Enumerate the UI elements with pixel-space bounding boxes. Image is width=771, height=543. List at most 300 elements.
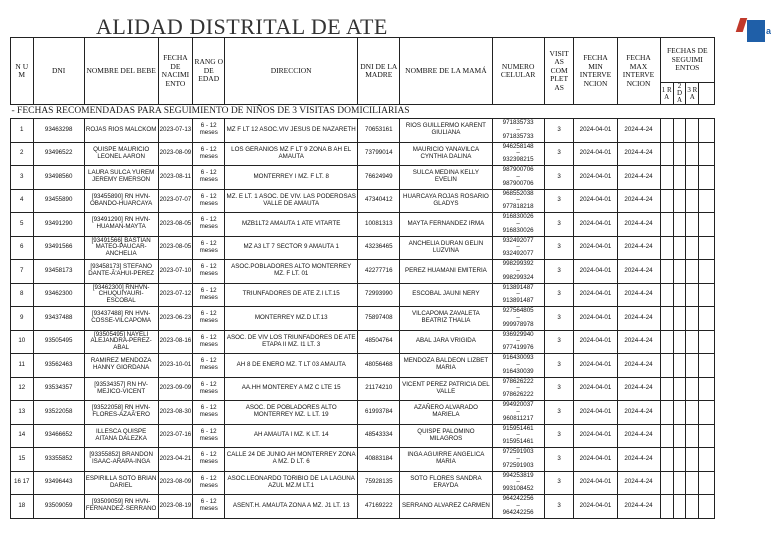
cell-celular-1: 978626222: [502, 377, 534, 385]
cell-nombre-bebe: [93458173] STEFANO DANTE-Ã'AHUI-PEREZ: [84, 260, 158, 284]
cell-rango-edad: 6 - 12 meses: [193, 166, 225, 190]
table-row: [11, 401, 715, 425]
cell-seguimiento: [660, 424, 673, 448]
cell-fecha-max: 2024-4-24: [617, 189, 660, 213]
cell-dni-madre: 48056468: [358, 354, 400, 378]
cell-seguimiento: [686, 236, 699, 260]
cell-nombre-madre: VILCAPOMA ZAVALETA BEATRIZ THALIA: [400, 307, 492, 331]
header-seg-extra: [699, 83, 715, 105]
header-rango-edad: RANG O DE EDAD: [193, 38, 225, 105]
cell-celular-1: 927564805: [502, 307, 534, 315]
cell-nombre-bebe: [93491290] RN HVN-HUAMAN-MAYTA: [84, 213, 158, 237]
celular-separator: –: [516, 196, 520, 204]
celular-separator: –: [516, 149, 520, 157]
cell-celular: [492, 189, 544, 213]
cell-seguimiento: [699, 424, 715, 448]
table-row: [11, 119, 715, 143]
cell-rango-edad: 6 - 12 meses: [193, 377, 225, 401]
table-row: [11, 260, 715, 284]
celular-separator: –: [516, 313, 520, 321]
cell-nombre-bebe: [93455890] RN HVN-OBANDO-HUARCAYA: [84, 189, 158, 213]
cell-seguimiento: [699, 189, 715, 213]
cell-fecha-min: 2024-04-01: [574, 119, 617, 143]
cell-celular-2: 993108452: [502, 485, 534, 493]
cell-dni-madre: 47340412: [358, 189, 400, 213]
cell-celular-1: 913891487: [502, 283, 534, 291]
cell-celular-2: 977818218: [502, 203, 534, 211]
cell-seguimiento: [673, 330, 685, 354]
cell-rango-edad: 6 - 12 meses: [193, 307, 225, 331]
cell-nombre-madre: SULCA MEDINA KELLY EVELIN: [400, 166, 492, 190]
cell-seguimiento: [673, 236, 685, 260]
cell-celular: [492, 119, 544, 143]
cell-fecha-nacimiento: 2023-09-09: [158, 377, 193, 401]
table-row: [11, 471, 715, 495]
cell-direccion: CALLE 24 DE JUNIO AH MONTERREY ZONA A MZ. D LT. 6: [225, 448, 358, 472]
cell-nombre-bebe: RAMIREZ MENDOZA HANNY GIORDANA: [84, 354, 158, 378]
cell-direccion: MZB1LT2 AMAUTA 1 ATE VITARTE: [225, 213, 358, 237]
cell-seguimiento: [673, 213, 685, 237]
cell-dni: 93496522: [33, 142, 84, 166]
cell-num: 2: [11, 142, 34, 166]
cell-fecha-min: 2024-04-01: [574, 354, 617, 378]
cell-rango-edad: 6 - 12 meses: [193, 119, 225, 143]
cell-seguimiento: [699, 471, 715, 495]
cell-dni: 93355852: [33, 448, 84, 472]
cell-direccion: ASENT.H. AMAUTA ZONA A MZ. J1 LT. 13: [225, 495, 358, 519]
cell-seguimiento: [673, 142, 685, 166]
celular-separator: –: [516, 172, 520, 180]
cell-dni-madre: 40883184: [358, 448, 400, 472]
header-nombre-madre: NOMBRE DE LA MAMÁ: [400, 38, 492, 105]
cell-fecha-max: 2024-4-24: [617, 307, 660, 331]
header-celular: NUMERO CELULAR: [492, 38, 544, 105]
cell-seguimiento: [699, 166, 715, 190]
cell-rango-edad: 6 - 12 meses: [193, 448, 225, 472]
table-row: [11, 424, 715, 448]
cell-celular: [492, 307, 544, 331]
header-dni-madre: DNI DE LA MADRE: [358, 38, 400, 105]
cell-seguimiento: [673, 189, 685, 213]
cell-seguimiento: [686, 424, 699, 448]
cell-fecha-min: 2024-04-01: [574, 213, 617, 237]
cell-dni-madre: 75928135: [358, 471, 400, 495]
cell-celular: [492, 330, 544, 354]
cell-seguimiento: [673, 283, 685, 307]
cell-dni-madre: 75897408: [358, 307, 400, 331]
cell-nombre-bebe: QUISPE MAURICIO LEONEL AARON: [84, 142, 158, 166]
cell-nombre-bebe: [93505495] NAYELI ALEJANDRA-PEREZ-ABAL: [84, 330, 158, 354]
cell-dni-madre: 73799014: [358, 142, 400, 166]
cell-celular-2: 932492077: [502, 250, 534, 258]
cell-nombre-madre: AZAÑERO ALVARADO MARIELA: [400, 401, 492, 425]
cell-fecha-max: 2024-4-24: [617, 260, 660, 284]
cell-nombre-madre: MAYTA FERNANDEZ IRMA: [400, 213, 492, 237]
cell-dni: 93562463: [33, 354, 84, 378]
celular-separator: –: [516, 431, 520, 439]
cell-direccion: MZ. E LT. 1 ASOC. DE VIV. LAS PODEROSAS VALLE DE AMAUTA: [225, 189, 358, 213]
cell-seguimiento: [699, 330, 715, 354]
cell-direccion: MZ A3 LT 7 SECTOR 9 AMAUTA 1: [225, 236, 358, 260]
cell-dni: 93462300: [33, 283, 84, 307]
cell-seguimiento: [699, 354, 715, 378]
cell-seguimiento: [673, 307, 685, 331]
cell-visitas: 3: [544, 283, 574, 307]
table-row: [11, 377, 715, 401]
cell-celular-2: 998299324: [502, 273, 534, 281]
header-seg-2: 2 D A: [673, 83, 685, 105]
cell-fecha-min: 2024-04-01: [574, 236, 617, 260]
cell-nombre-bebe: [93437488] RN HVN-COSSE-VILCAPOMA: [84, 307, 158, 331]
cell-rango-edad: 6 - 12 meses: [193, 189, 225, 213]
cell-rango-edad: 6 - 12 meses: [193, 213, 225, 237]
cell-fecha-max: 2024-4-24: [617, 401, 660, 425]
cell-num: 10: [11, 330, 34, 354]
cell-nombre-bebe: [93534357] RN HV-MEJICO-VICENT: [84, 377, 158, 401]
cell-seguimiento: [660, 495, 673, 519]
cell-dni-madre: 61993784: [358, 401, 400, 425]
cell-seguimiento: [673, 448, 685, 472]
cell-fecha-nacimiento: 2023-10-01: [158, 354, 193, 378]
table-row: [11, 189, 715, 213]
cell-dni-madre: 43236465: [358, 236, 400, 260]
cell-fecha-max: 2024-4-24: [617, 424, 660, 448]
cell-nombre-madre: RIOS GUILLERMO KARENT GIULIANA: [400, 119, 492, 143]
celular-separator: –: [516, 454, 520, 462]
celular-separator: –: [516, 266, 520, 274]
header-seg-3: 3 R A: [686, 83, 699, 105]
cell-rango-edad: 6 - 12 meses: [193, 424, 225, 448]
cell-direccion: MZ F LT 12 ASOC.VIV JESUS DE NAZARETH: [225, 119, 358, 143]
cell-seguimiento: [699, 260, 715, 284]
header-fecha-nacimiento: FECHA DE NACIMI ENTO: [158, 38, 193, 105]
cell-nombre-bebe: [93355852] BRANDON ISAAC-ARAPA-INGA: [84, 448, 158, 472]
cell-visitas: 3: [544, 307, 574, 331]
cell-fecha-min: 2024-04-01: [574, 142, 617, 166]
cell-direccion: MONTERREY I MZ. F LT. 8: [225, 166, 358, 190]
cell-nombre-bebe: [93522058] RN HVN-FLORES-AZAÃ'ERO: [84, 401, 158, 425]
page-title: ALIDAD DISTRITAL DE ATE: [96, 14, 388, 39]
cell-dni: 93491566: [33, 236, 84, 260]
cell-num: 12: [11, 377, 34, 401]
header-seguimiento: FECHAS DE SEGUIMI ENTOS: [660, 38, 714, 83]
cell-fecha-max: 2024-4-24: [617, 495, 660, 519]
cell-celular-2: 913891487: [502, 297, 534, 305]
cell-nombre-bebe: LAURA SULCA YUREM JEREMY EMERSON: [84, 166, 158, 190]
cell-celular: [492, 471, 544, 495]
cell-seguimiento: [686, 448, 699, 472]
cell-nombre-bebe: [93491566] BASTIAN MATEO-PAUCAR-ANCHELIA: [84, 236, 158, 260]
cell-fecha-nacimiento: 2023-08-30: [158, 401, 193, 425]
cell-num: 6: [11, 236, 34, 260]
cell-num: 7: [11, 260, 34, 284]
table-row: [11, 307, 715, 331]
cell-fecha-max: 2024-4-24: [617, 471, 660, 495]
cell-seguimiento: [686, 189, 699, 213]
cell-nombre-bebe: ROJAS RIOS MALCKOM: [84, 119, 158, 143]
cell-rango-edad: 6 - 12 meses: [193, 260, 225, 284]
header-dni: DNI: [33, 38, 84, 105]
cell-fecha-max: 2024-4-24: [617, 377, 660, 401]
cell-fecha-max: 2024-4-24: [617, 330, 660, 354]
cell-dni: 93534357: [33, 377, 84, 401]
cell-seguimiento: [699, 283, 715, 307]
cell-dni-madre: 21174210: [358, 377, 400, 401]
cell-num: 16 17: [11, 471, 34, 495]
cell-celular: [492, 448, 544, 472]
cell-seguimiento: [699, 213, 715, 237]
cell-seguimiento: [660, 166, 673, 190]
cell-direccion: LOS GERANIOS MZ F LT 9 ZONA B AH EL AMAUTA: [225, 142, 358, 166]
cell-num: 8: [11, 283, 34, 307]
header-visitas: VISIT AS COM PLET AS: [544, 38, 574, 105]
cell-seguimiento: [686, 401, 699, 425]
cell-dni-madre: 10081313: [358, 213, 400, 237]
cell-visitas: 3: [544, 166, 574, 190]
cell-seguimiento: [699, 401, 715, 425]
celular-separator: –: [516, 243, 520, 251]
cell-seguimiento: [673, 260, 685, 284]
cell-dni: 93498560: [33, 166, 84, 190]
cell-num: 5: [11, 213, 34, 237]
table-row: [11, 142, 715, 166]
cell-dni: 93496443: [33, 471, 84, 495]
cell-celular-2: 987900706: [502, 179, 534, 187]
table-row: [11, 354, 715, 378]
cell-seguimiento: [699, 377, 715, 401]
cell-seguimiento: [699, 236, 715, 260]
cell-nombre-madre: ABAL JARA VRIGIDA: [400, 330, 492, 354]
cell-seguimiento: [686, 142, 699, 166]
cell-celular-2: 916430039: [502, 367, 534, 375]
cell-seguimiento: [660, 213, 673, 237]
cell-seguimiento: [660, 471, 673, 495]
cell-nombre-bebe: [93509059] RN HVN-FERNANDEZ-SERRANO: [84, 495, 158, 519]
cell-celular-2: 999978978: [502, 320, 534, 328]
cell-seguimiento: [673, 119, 685, 143]
cell-dni-madre: 48543334: [358, 424, 400, 448]
cell-seguimiento: [660, 119, 673, 143]
cell-fecha-max: 2024-4-24: [617, 448, 660, 472]
cell-seguimiento: [660, 330, 673, 354]
cell-seguimiento: [699, 119, 715, 143]
cell-fecha-min: 2024-04-01: [574, 166, 617, 190]
cell-fecha-min: 2024-04-01: [574, 283, 617, 307]
cell-dni-madre: 72993990: [358, 283, 400, 307]
cell-visitas: 3: [544, 330, 574, 354]
cell-celular-1: 915951461: [502, 424, 534, 432]
cell-celular-2: 977419976: [502, 344, 534, 352]
cell-direccion: AH 8 DE ENERO MZ. T LT 03 AMAUTA: [225, 354, 358, 378]
cell-celular-1: 916430093: [502, 354, 534, 362]
cell-num: 13: [11, 401, 34, 425]
cell-direccion: ASOC.POBLADORES ALTO MONTERREY MZ. F LT. 01: [225, 260, 358, 284]
cell-celular-2: 964242256: [502, 508, 534, 516]
table-row: [11, 495, 715, 519]
cell-celular-1: 972591903: [502, 448, 534, 456]
cell-seguimiento: [686, 307, 699, 331]
cell-seguimiento: [699, 448, 715, 472]
cell-nombre-madre: ESCOBAL JAUNI NERY: [400, 283, 492, 307]
cell-fecha-min: 2024-04-01: [574, 330, 617, 354]
cell-dni: 93463298: [33, 119, 84, 143]
cell-celular-1: 968552038: [502, 189, 534, 197]
logo-letter: a: [766, 26, 771, 36]
cell-dni: 93509059: [33, 495, 84, 519]
celular-separator: –: [516, 290, 520, 298]
cell-celular-2: 971835733: [502, 132, 534, 140]
cell-celular: [492, 354, 544, 378]
cell-num: 3: [11, 166, 34, 190]
cell-seguimiento: [686, 119, 699, 143]
cell-fecha-nacimiento: 2023-07-12: [158, 283, 193, 307]
cell-seguimiento: [673, 377, 685, 401]
cell-rango-edad: 6 - 12 meses: [193, 354, 225, 378]
cell-seguimiento: [660, 377, 673, 401]
celular-separator: –: [516, 360, 520, 368]
cell-visitas: 3: [544, 213, 574, 237]
cell-visitas: 3: [544, 236, 574, 260]
cell-direccion: AA.HH MONTEREY A MZ C LTE 15: [225, 377, 358, 401]
cell-seguimiento: [686, 283, 699, 307]
table-row: [11, 166, 715, 190]
table-row: [11, 330, 715, 354]
cell-rango-edad: 6 - 12 meses: [193, 471, 225, 495]
cell-seguimiento: [673, 166, 685, 190]
cell-nombre-madre: MAURICIO YANAVILCA CYNTHIA DALINA: [400, 142, 492, 166]
header-fecha-min: FECHA MIN INTERVE NCION: [574, 38, 617, 105]
municipality-logo: [738, 16, 771, 44]
cell-dni: 93458173: [33, 260, 84, 284]
cell-nombre-bebe: ILLESCA QUISPE AITANA DALEZKA: [84, 424, 158, 448]
header-fecha-max: FECHA MAX INTERVE NCION: [617, 38, 660, 105]
table-row: [11, 448, 715, 472]
cell-visitas: 3: [544, 401, 574, 425]
cell-rango-edad: 6 - 12 meses: [193, 236, 225, 260]
cell-celular: [492, 142, 544, 166]
cell-nombre-madre: ANCHELIA DURAN GELIN LUZVINA: [400, 236, 492, 260]
cell-celular-1: 936929940: [502, 330, 534, 338]
cell-seguimiento: [660, 189, 673, 213]
cell-visitas: 3: [544, 189, 574, 213]
cell-direccion: MONTERREY MZ.D LT.13: [225, 307, 358, 331]
cell-nombre-madre: QUISPE PALOMINO MILAGROS: [400, 424, 492, 448]
celular-separator: –: [516, 501, 520, 509]
cell-celular-1: 916830026: [502, 213, 534, 221]
cell-fecha-nacimiento: 2023-07-10: [158, 260, 193, 284]
cell-dni-madre: 48504764: [358, 330, 400, 354]
cell-celular-1: 994253819: [502, 471, 534, 479]
cell-celular-2: 978626222: [502, 391, 534, 399]
celular-separator: –: [516, 407, 520, 415]
cell-dni-madre: 70653161: [358, 119, 400, 143]
cell-fecha-max: 2024-4-24: [617, 354, 660, 378]
cell-fecha-nacimiento: 2023-08-09: [158, 471, 193, 495]
cell-seguimiento: [686, 166, 699, 190]
cell-nombre-madre: INGA AGUIRRE ANGELICA MARIA: [400, 448, 492, 472]
cell-seguimiento: [660, 307, 673, 331]
header-num: N U M: [11, 38, 34, 105]
cell-fecha-min: 2024-04-01: [574, 377, 617, 401]
cell-visitas: 3: [544, 377, 574, 401]
cell-fecha-max: 2024-4-24: [617, 236, 660, 260]
cell-fecha-min: 2024-04-01: [574, 260, 617, 284]
cell-rango-edad: 6 - 12 meses: [193, 495, 225, 519]
cell-fecha-min: 2024-04-01: [574, 424, 617, 448]
header-seg-1: 1 R A: [660, 83, 673, 105]
cell-fecha-nacimiento: 2023-08-05: [158, 213, 193, 237]
cell-visitas: 3: [544, 424, 574, 448]
cell-celular: [492, 401, 544, 425]
cell-fecha-nacimiento: 2023-07-16: [158, 424, 193, 448]
cell-direccion: TRIUNFADORES DE ATE Z.I LT.15: [225, 283, 358, 307]
cell-dni-madre: 76624949: [358, 166, 400, 190]
cell-num: 15: [11, 448, 34, 472]
cell-seguimiento: [660, 260, 673, 284]
cell-fecha-nacimiento: 2023-07-13: [158, 119, 193, 143]
cell-fecha-nacimiento: 2023-07-07: [158, 189, 193, 213]
cell-celular-1: 932492077: [502, 236, 534, 244]
cell-dni: 93437488: [33, 307, 84, 331]
cell-celular-1: 971835733: [502, 119, 534, 127]
cell-num: 4: [11, 189, 34, 213]
cell-nombre-madre: SOTO FLORES SANDRA ERAYDA: [400, 471, 492, 495]
cell-nombre-madre: VICENT PEREZ PATRICIA DEL VALLE: [400, 377, 492, 401]
table-row: [11, 213, 715, 237]
cell-rango-edad: 6 - 12 meses: [193, 330, 225, 354]
cell-num: 11: [11, 354, 34, 378]
cell-celular-2: 932398215: [502, 156, 534, 164]
cell-seguimiento: [686, 260, 699, 284]
cell-dni: 93505495: [33, 330, 84, 354]
cell-seguimiento: [699, 142, 715, 166]
cell-celular: [492, 424, 544, 448]
cell-seguimiento: [660, 354, 673, 378]
cell-seguimiento: [699, 307, 715, 331]
cell-direccion: ASOC. DE POBLADORES ALTO MONTERREY MZ. L LT. 19: [225, 401, 358, 425]
cell-num: 9: [11, 307, 34, 331]
cell-fecha-min: 2024-04-01: [574, 448, 617, 472]
celular-separator: –: [516, 337, 520, 345]
celular-separator: –: [516, 384, 520, 392]
cell-seguimiento: [686, 471, 699, 495]
cell-dni: 93522058: [33, 401, 84, 425]
cell-nombre-madre: HUARCAYA ROJAS ROSARIO GLADYS: [400, 189, 492, 213]
cell-seguimiento: [673, 471, 685, 495]
cell-fecha-nacimiento: 2023-08-19: [158, 495, 193, 519]
cell-seguimiento: [660, 448, 673, 472]
cell-seguimiento: [686, 354, 699, 378]
cell-seguimiento: [673, 401, 685, 425]
cell-fecha-max: 2024-4-24: [617, 119, 660, 143]
cell-fecha-max: 2024-4-24: [617, 283, 660, 307]
cell-fecha-nacimiento: 2023-06-23: [158, 307, 193, 331]
header-nombre-bebe: NOMBRE DEL BEBE: [84, 38, 158, 105]
cell-fecha-nacimiento: 2023-08-05: [158, 236, 193, 260]
cell-fecha-min: 2024-04-01: [574, 401, 617, 425]
cell-fecha-max: 2024-4-24: [617, 166, 660, 190]
cell-fecha-nacimiento: 2023-08-16: [158, 330, 193, 354]
cell-fecha-min: 2024-04-01: [574, 307, 617, 331]
cell-dni: 93455890: [33, 189, 84, 213]
cell-seguimiento: [686, 213, 699, 237]
cell-fecha-min: 2024-04-01: [574, 471, 617, 495]
cell-nombre-madre: PEREZ HUAMANI EMITERIA: [400, 260, 492, 284]
cell-seguimiento: [686, 330, 699, 354]
table-subtitle: - FECHAS RECOMENDADAS PARA SEGUIMIENTO DE NIÑOS DE 3 VISITAS DOMICILIARIAS: [11, 105, 715, 119]
cell-celular-2: 916830026: [502, 226, 534, 234]
cell-seguimiento: [673, 495, 685, 519]
